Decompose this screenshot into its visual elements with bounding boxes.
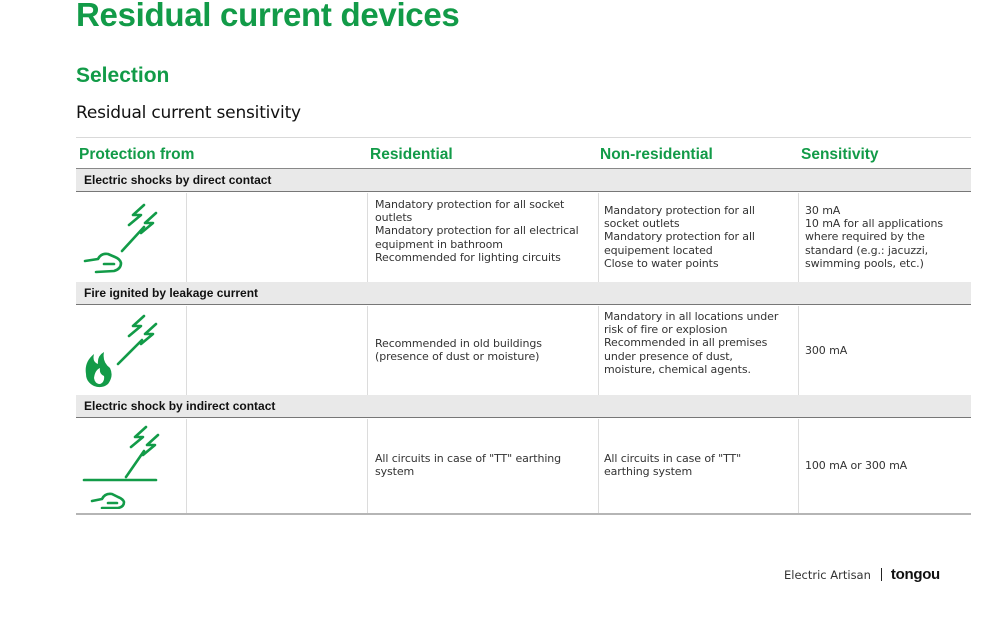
category-band-direct-contact [76,169,971,192]
section-title: Selection [76,64,170,87]
brand-logo: tongou [890,566,940,583]
column-header-non-residential: Non-residential [600,146,713,163]
non-residential-cell: All circuits in case of "TT" earthing system [604,452,742,479]
residential-cell: All circuits in case of "TT" earthing system [375,452,562,479]
footer [784,566,940,583]
column-header-residential: Residential [370,146,453,163]
table-caption: Residual current sensitivity [76,103,301,123]
indirect-contact-shock-icon [82,423,166,509]
residential-cell: Mandatory protection for all socket outlets Mandatory protection for all electrical equipment in bathroom Recommended for lighting circuits [375,198,579,264]
table-row [76,193,971,282]
top-divider [76,137,971,138]
category-band-fire [76,282,971,305]
page-title: Residual current devices [76,0,460,33]
direct-contact-shock-icon [82,201,162,275]
non-residential-cell: Mandatory in all locations under risk of fire or explosion Recommended in all premises under presence of dust, moisture, chemical agents. [604,310,779,376]
category-label: Fire ignited by leakage current [84,286,259,300]
sensitivity-cell: 300 mA [805,344,848,357]
category-label: Electric shocks by direct contact [84,173,272,187]
non-residential-cell: Mandatory protection for all socket outlets Mandatory protection for all equipement located Close to water points [604,204,755,270]
fire-leakage-icon [82,312,162,388]
table-row [76,306,971,395]
table-row [76,419,971,513]
residential-cell: Recommended in old buildings (presence of dust or moisture) [375,337,542,364]
sensitivity-cell: 30 mA 10 mA for all applications where required by the standard (e.g.: jacuzzi, swimming pools, etc.) [805,204,944,270]
column-header-sensitivity: Sensitivity [801,146,879,163]
bottom-divider [76,513,971,515]
footer-tagline: Electric Artisan [784,567,871,582]
category-band-indirect-contact [76,395,971,418]
footer-separator [881,568,882,581]
category-label: Electric shock by indirect contact [84,399,276,413]
sensitivity-cell: 100 mA or 300 mA [805,459,908,472]
column-header-protection: Protection from [79,146,195,163]
